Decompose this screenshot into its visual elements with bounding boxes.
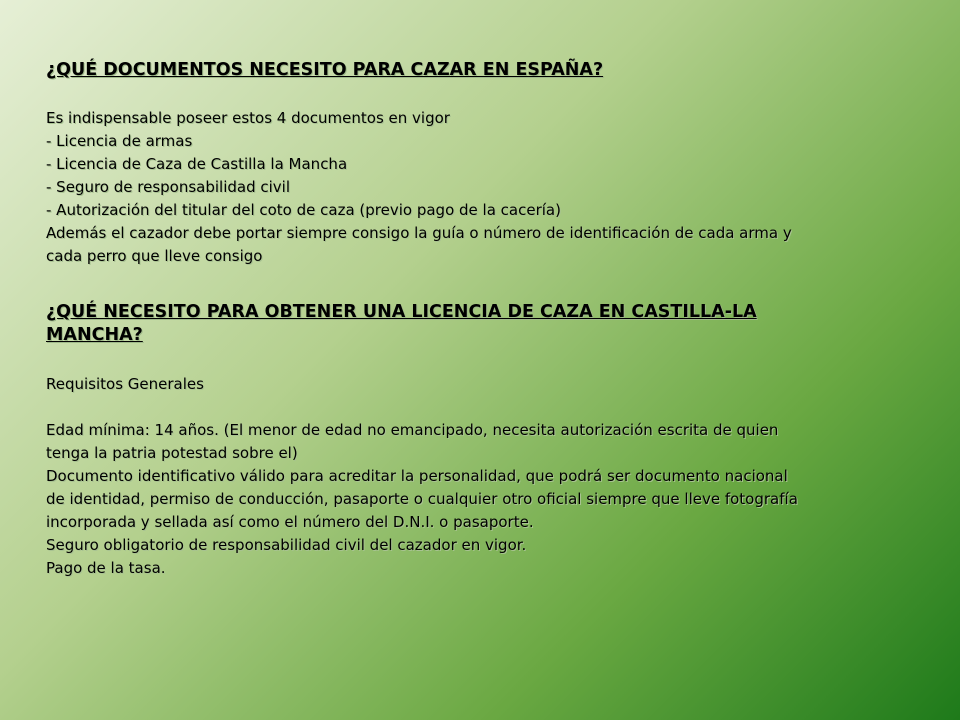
requirement-id-document-cont: de identidad, permiso de conducción, pasaporte o cualquier otro oficial siempre que lleve fotografía [46, 490, 798, 508]
requirement-id-document: Documento identificativo válido para acreditar la personalidad, que podrá ser documento nacional [46, 467, 788, 485]
requirement-age-cont: tenga la patria potestad sobre el) [46, 444, 298, 462]
section-title-line: MANCHA? [46, 325, 143, 345]
requirement-insurance: Seguro obligatorio de responsabilidad civil del cazador en vigor. [46, 536, 527, 554]
intro-line: Es indispensable poseer estos 4 documentos en vigor [46, 109, 450, 127]
requirement-id-document-cont: incorporada y sellada así como el número del D.N.I. o pasaporte. [46, 513, 534, 531]
section-title-documents: ¿QUÉ DOCUMENTOS NECESITO PARA CAZAR EN ESPAÑA? [46, 60, 604, 80]
requirement-fee: Pago de la tasa. [46, 559, 166, 577]
requirement-age: Edad mínima: 14 años. (El menor de edad no emancipado, necesita autorización escrita de quien [46, 421, 779, 439]
paragraph-line: cada perro que lleve consigo [46, 247, 263, 265]
slide-content [46, 58, 926, 580]
list-item-arms-license: - Licencia de armas [46, 132, 193, 150]
list-item-insurance: - Seguro de responsabilidad civil [46, 178, 291, 196]
paragraph-line: Además el cazador debe portar siempre consigo la guía o número de identificación de cada arma y [46, 224, 792, 242]
section-title-line: ¿QUÉ NECESITO PARA OBTENER UNA LICENCIA DE CAZA EN CASTILLA-LA [46, 302, 757, 322]
requirements-subtitle: Requisitos Generales [46, 375, 204, 393]
list-item-hunting-license: - Licencia de Caza de Castilla la Mancha [46, 155, 348, 173]
list-item-authorization: - Autorización del titular del coto de caza (previo pago de la cacería) [46, 201, 561, 219]
section-title-license-requirements [46, 301, 926, 347]
